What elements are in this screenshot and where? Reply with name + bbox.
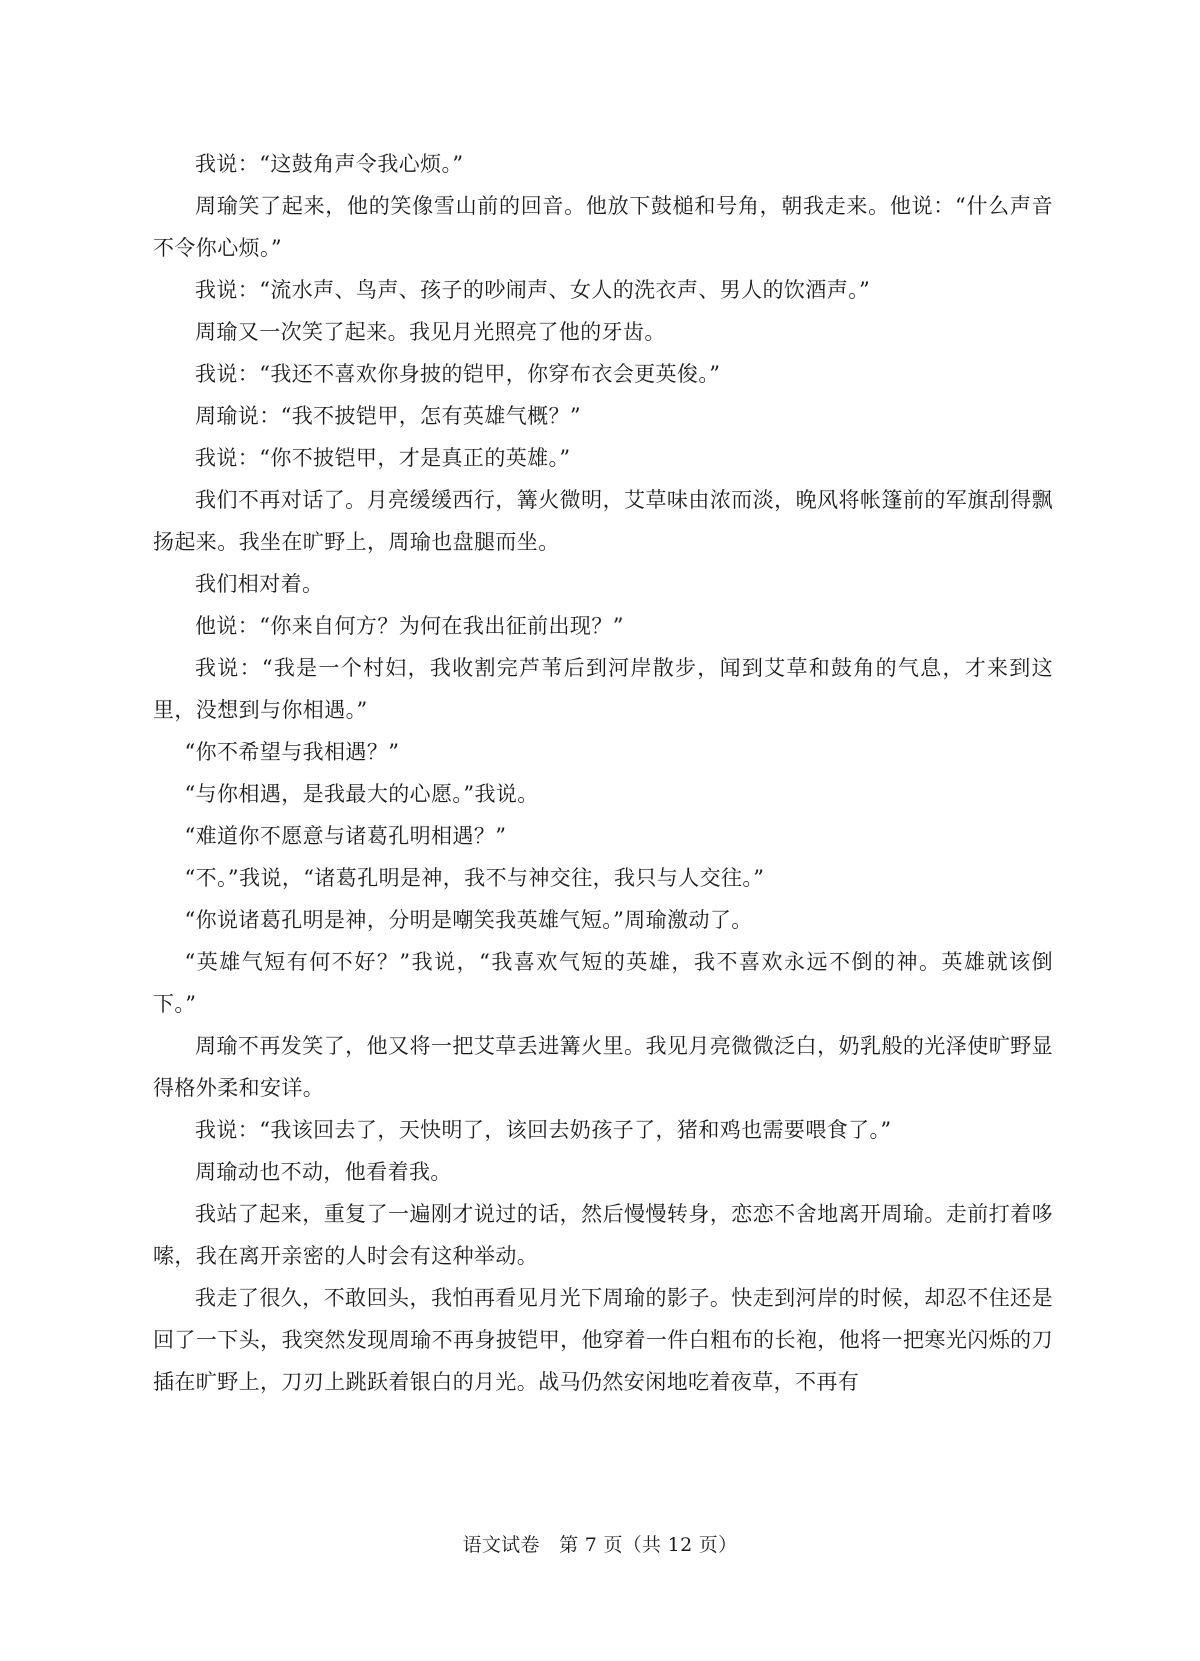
- paragraph: 周瑜说：“我不披铠甲，怎有英雄气概？”: [195, 404, 582, 428]
- paragraph: 周瑜又一次笑了起来。我见月光照亮了他的牙齿。: [195, 320, 666, 344]
- paragraph: “你说诸葛孔明是神，分明是嘲笑我英雄气短。”周瑜激动了。: [184, 908, 753, 932]
- paragraph: 我说：“我是一个村妇，我收割完芦苇后到河岸散步，闻到艾草和鼓角的气息，才来到这里，没想到与你相遇。”: [153, 656, 1053, 722]
- paragraph: 我说：“你不披铠甲，才是真正的英雄。”: [195, 446, 571, 470]
- paragraph: “不。”我说，“诸葛孔明是神，我不与神交往，我只与人交往。”: [184, 866, 765, 890]
- paragraph: “与你相遇，是我最大的心愿。”我说。: [184, 782, 539, 806]
- paragraph: 周瑜笑了起来，他的笑像雪山前的回音。他放下鼓槌和号角，朝我走来。他说：“什么声音不令你心烦。”: [153, 194, 1053, 260]
- passage-text: [153, 143, 1053, 1403]
- paragraph: 我们不再对话了。月亮缓缓西行，篝火微明，艾草味由浓而淡，晚风将帐篷前的军旗刮得飘扬起来。我坐在旷野上，周瑜也盘腿而坐。: [153, 488, 1053, 554]
- paragraph: 我说：“流水声、鸟声、孩子的吵闹声、女人的洗衣声、男人的饮酒声。”: [195, 278, 871, 302]
- paragraph: 我走了很久，不敢回头，我怕再看见月光下周瑜的影子。快走到河岸的时候，却忍不住还是回了一下头，我突然发现周瑜不再身披铠甲，他穿着一件白粗布的长袍，他将一把寒光闪烁的刀插在旷野上，刀刃上跳跃着银白的月光。战马仍然安闲地吃着夜草，不再有: [153, 1286, 1053, 1394]
- paragraph: 他说：“你来自何方？为何在我出征前出现？”: [195, 614, 624, 638]
- paragraph: 我们相对着。: [195, 572, 324, 596]
- page-footer: 语文试卷 第 7 页（共 12 页）: [462, 1534, 738, 1556]
- paragraph: 我说：“这鼓角声令我心烦。”: [195, 152, 464, 176]
- paragraph: “你不希望与我相遇？”: [184, 740, 400, 764]
- paragraph: “英雄气短有何不好？”我说，“我喜欢气短的英雄，我不喜欢永远不倒的神。英雄就该倒下。”: [153, 950, 1053, 1016]
- paragraph: 周瑜动也不动，他看着我。: [195, 1160, 452, 1184]
- paragraph: 我说：“我还不喜欢你身披的铠甲，你穿布衣会更英俊。”: [195, 362, 721, 386]
- paragraph: 周瑜不再发笑了，他又将一把艾草丢进篝火里。我见月亮微微泛白，奶乳般的光泽使旷野显得格外柔和安详。: [153, 1034, 1053, 1100]
- paragraph: 我说：“我该回去了，天快明了，该回去奶孩子了，猪和鸡也需要喂食了。”: [195, 1118, 892, 1142]
- paragraph: 我站了起来，重复了一遍刚才说过的话，然后慢慢转身，恋恋不舍地离开周瑜。走前打着哆嗦，我在离开亲密的人时会有这种举动。: [153, 1202, 1053, 1268]
- paragraph: “难道你不愿意与诸葛孔明相遇？”: [184, 824, 507, 848]
